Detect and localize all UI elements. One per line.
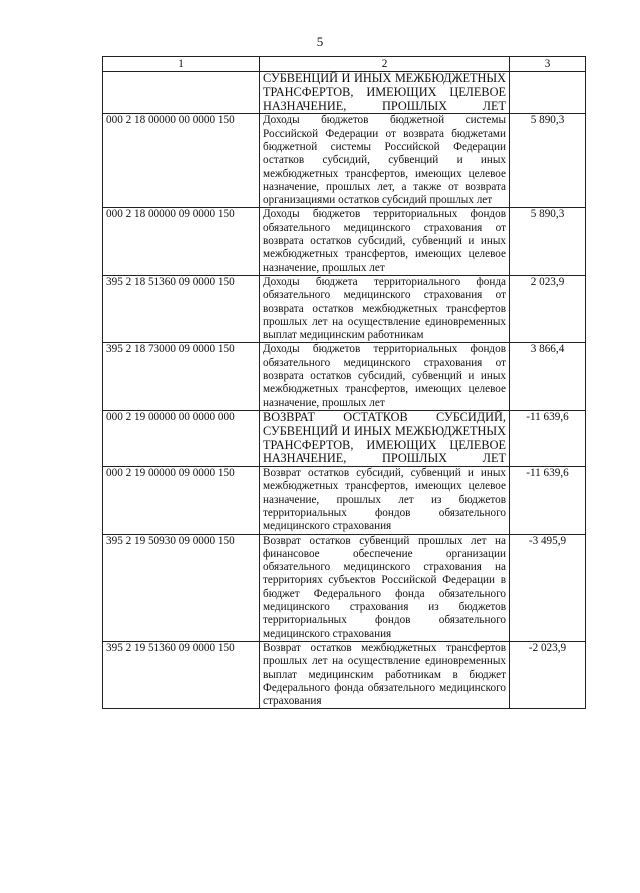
budget-item-name: Возврат остатков субвенций прошлых лет на финансовое обеспечение организации обязательного медицинского страхования на территориях субъектов Российской Федерации в бюджет Федерального фонда обязательного медицинского страхования из бюджетов территориальных фондов обязательного медицинского страхования [260, 534, 510, 641]
budget-item-name: Доходы бюджетов территориальных фондов обязательного медицинского страхования от возврата остатков субсидий, субвенций и иных межбюджетных трансфертов, имеющих целевое назначение, прошлых лет [260, 208, 510, 275]
table-header-row [103, 57, 586, 72]
table-row [103, 114, 586, 208]
table-row [103, 208, 586, 275]
budget-item-name: СУБВЕНЦИЙ И ИНЫХ МЕЖБЮДЖЕТНЫХ ТРАНСФЕРТОВ, ИМЕЮЩИХ ЦЕЛЕВОЕ НАЗНАЧЕНИЕ, ПРОШЛЫХ ЛЕТ [260, 72, 510, 114]
budget-amount: 5 890,3 [510, 114, 586, 208]
budget-amount: -11 639,6 [510, 410, 586, 466]
budget-code: 395 2 18 73000 09 0000 150 [103, 343, 260, 410]
budget-code: 000 2 18 00000 00 0000 150 [103, 114, 260, 208]
table-row [103, 343, 586, 410]
budget-amount: 3 866,4 [510, 343, 586, 410]
table-row [103, 467, 586, 534]
column-header-2: 2 [260, 57, 510, 72]
budget-code: 000 2 18 00000 09 0000 150 [103, 208, 260, 275]
table-row [103, 275, 586, 342]
budget-item-name: ВОЗВРАТ ОСТАТКОВ СУБСИДИЙ, СУБВЕНЦИЙ И ИНЫХ МЕЖБЮДЖЕТНЫХ ТРАНСФЕРТОВ, ИМЕЮЩИХ ЦЕЛЕВОЕ НАЗНАЧЕНИЕ, ПРОШЛЫХ ЛЕТ [260, 410, 510, 466]
budget-item-name: Доходы бюджета территориального фонда обязательного медицинского страхования от возврата остатков межбюджетных трансфертов прошлых лет на осуществление единовременных выплат медицинским работникам [260, 275, 510, 342]
budget-item-name: Возврат остатков межбюджетных трансфертов прошлых лет на осуществление единовременных выплат медицинским работникам в бюджет Федерального фонда обязательного медицинского страхования [260, 641, 510, 708]
budget-code: 395 2 19 50930 09 0000 150 [103, 534, 260, 641]
budget-amount: -2 023,9 [510, 641, 586, 708]
budget-amount: 2 023,9 [510, 275, 586, 342]
page-number: 5 [316, 34, 324, 49]
budget-code: 000 2 19 00000 09 0000 150 [103, 467, 260, 534]
budget-amount: 5 890,3 [510, 208, 586, 275]
budget-table [102, 56, 586, 709]
budget-amount [510, 72, 586, 114]
budget-amount: -11 639,6 [510, 467, 586, 534]
budget-code: 000 2 19 00000 00 0000 000 [103, 410, 260, 466]
table-row [103, 641, 586, 708]
budget-item-name: Доходы бюджетов территориальных фондов обязательного медицинского страхования от возврата остатков субсидий, субвенций и иных межбюджетных трансфертов, имеющих целевое назначение, прошлых лет [260, 343, 510, 410]
table-row [103, 72, 586, 114]
budget-amount: -3 495,9 [510, 534, 586, 641]
budget-code [103, 72, 260, 114]
column-header-1: 1 [103, 57, 260, 72]
budget-code: 395 2 18 51360 09 0000 150 [103, 275, 260, 342]
table-row [103, 534, 586, 641]
table-row [103, 410, 586, 466]
budget-code: 395 2 19 51360 09 0000 150 [103, 641, 260, 708]
column-header-3: 3 [510, 57, 586, 72]
budget-item-name: Доходы бюджетов бюджетной системы Российской Федерации от возврата бюджетами бюджетной системы Российской Федерации остатков субсидий, субвенций и иных межбюджетных трансфертов, имеющих целевое назначение, прошлых лет, а также от возврата организациями остатков субсидий прошлых лет [260, 114, 510, 208]
budget-item-name: Возврат остатков субсидий, субвенций и иных межбюджетных трансфертов, имеющих целевое назначение, прошлых лет из бюджетов территориальных фондов обязательного медицинского страхования [260, 467, 510, 534]
